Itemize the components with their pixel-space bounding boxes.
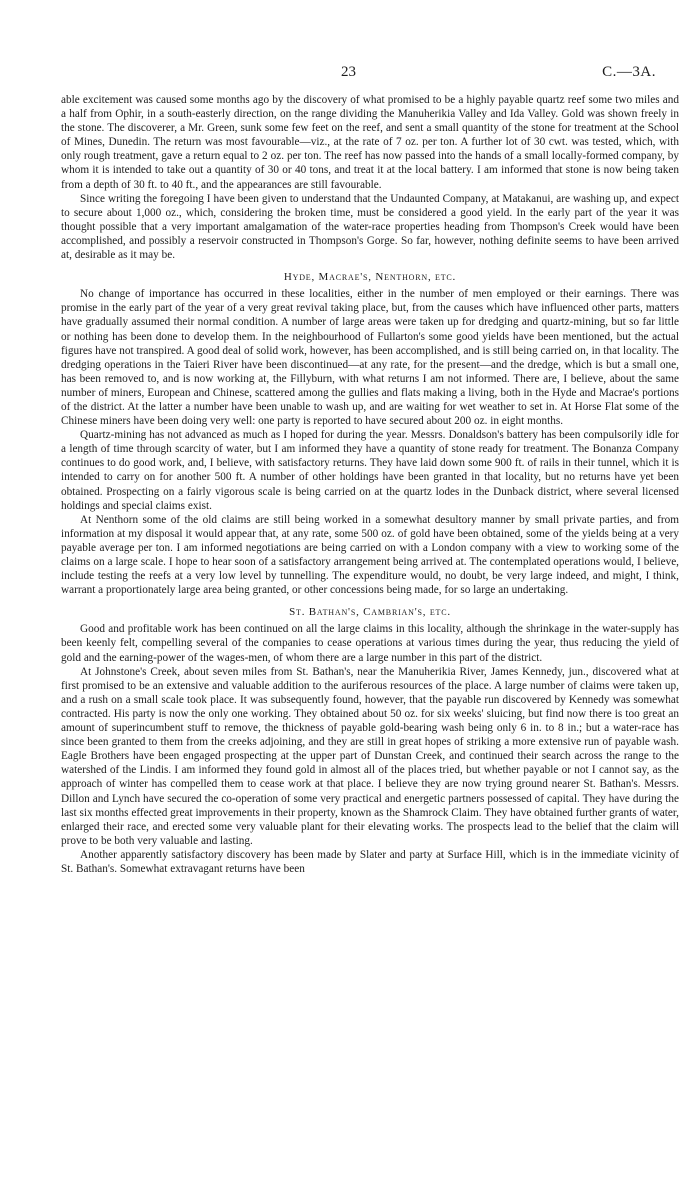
section-heading-st-bathans: St. Bathan's, Cambrian's, etc. xyxy=(289,606,451,619)
paragraph: able excitement was caused some months ago by the discovery of what promised to be a highly payable quartz reef some two miles and a half from Ophir, in a south-easterly direction, on the range dividing the Manuherikia Valley and Ida Valley. Gold was shown freely in the stone. The discoverer, a Mr. Green, sunk some few feet on the reef, and sent a small quantity of the stone for treatment at the School of Mines, Dunedin. The return was most favourable—viz., at the rate of 7 oz. per ton. A further lot of 30 cwt. was tested, which, with only rough treatment, gave a return equal to 2 oz. per ton. The reef has now passed into the hands of a small locally-formed company, by whom it is intended to take out a quantity of 30 or 40 tons, and treat it at the local battery. I am informed that stone is now being taken from a depth of 30 ft. to 40 ft., and the appearances are still favourable. xyxy=(61,94,679,191)
paragraph: At Johnstone's Creek, about seven miles from St. Bathan's, near the Manuherikia River, James Kennedy, jun., discovered what at first promised to be an extensive and valuable addition to the auriferous resources of the place. A large number of claims were taken up, and a rush on a small scale took place. It was subsequently found, however, that the payable run discovered by Kennedy was somewhat contracted. His party is now the only one working. They obtained about 50 oz. for six weeks' sluicing, but find now there is too great an amount of superincumbent stuff to remove, the thickness of payable gold-bearing wash being only 6 in. to 8 in.; but a water-race has since been granted to them from the creeks adjoining, and they are still in great hopes of striking a more extensive run of payable wash. Eagle Brothers have been engaged prospecting at the upper part of Dunstan Creek, and continued their search across the range to the watershed of the Lindis. I am informed they found gold in almost all of the places tried, but whether payable or not I cannot say, as the approach of winter has compelled them to cease work at that place. I believe they are now trying ground nearer St. Bathan's. Messrs. Dillon and Lynch have secured the co-operation of some very practical and energetic partners possessed of capital. They have during the last six months effected great improvements in their property, known as the Shamrock Claim. They have obtained further grants of water, enlarged their race, and erected some very valuable plant for their elevating works. The prospects lead to the belief that the claim will prove to be both very valuable and lasting. xyxy=(61,665,679,847)
paragraph: Good and profitable work has been continued on all the large claims in this locality, although the shrinkage in the water-supply has been keenly felt, compelling several of the companies to cease operations at various times during the year, thus reducing the yield of gold and the earning-power of the wages-men, of whom there are a large number in this part of the district. xyxy=(61,623,679,664)
page-number: 23 xyxy=(341,64,356,80)
paragraph: Quartz-mining has not advanced as much as I hoped for during the year. Messrs. Donaldson's battery has been compulsorily idle for a length of time through scarcity of water, but I am informed they have a quantity of stone ready for treatment. The Bonanza Company continues to do good work, and, I believe, with satisfactory returns. They have laid down some 900 ft. of rails in their tunnel, which it is intended to carry on for another 500 ft. A number of other holdings have been granted in that locality, but no returns have yet been obtained. Prospecting on a fairly vigorous scale is being carried on at the quartz lodes in the Dunback district, where several licensed holdings and special claims exist. xyxy=(61,429,679,512)
paragraph: Another apparently satisfactory discovery has been made by Slater and party at Surface Hill, which is in the immediate vicinity of St. Bathan's. Somewhat extravagant returns have been xyxy=(61,848,679,875)
section-heading-hyde: Hyde, Macrae's, Nenthorn, etc. xyxy=(283,271,457,284)
paragraph: Since writing the foregoing I have been given to understand that the Undaunted Company, at Matakanui, are washing up, and expect to secure about 1,000 oz., which, considering the broken time, must be considered a good yield. In the early part of the year it was thought possible that a very important amalgamation of the water-race properties heading from Thompson's Creek would have been accomplished, and possibly a reservoir constructed in Thompson's Gorge. So far, however, nothing definite seems to have been arrived at, desirable as it may be. xyxy=(61,192,679,262)
page-header xyxy=(0,64,700,86)
document-reference: C.—3A. xyxy=(602,64,656,80)
body-text xyxy=(61,93,679,876)
paragraph: No change of importance has occurred in these localities, either in the number of men employed or their earnings. There was promise in the early part of the year of a very great revival taking place, but, from the causes which have influenced other parts, matters have gradually assumed their normal condition. A number of large areas were taken up for dredging and quartz-mining, but so far little or nothing has been done to develop them. In the neighbourhood of Fullarton's some good yields have been mentioned, but the actual figures have not transpired. A good deal of solid work, however, has been accomplished, and is still being carried on, in that locality. The dredging operations in the Taieri River have been discontinued—at any rate, for the present—and the dredge, which is but a small one, has been removed to, and is now working at, the Fillyburn, with what returns I am not informed. There are, I believe, about the same number of miners, European and Chinese, scattered among the gullies and flats making a living, both in the Hyde and Macrae's portions of the district. At the latter a number have been unable to wash up, and are waiting for wet weather to set in. At Horse Flat some of the Chinese miners have been doing very well: one party is reported to have secured about 200 oz. in eight months. xyxy=(61,288,679,428)
paragraph: At Nenthorn some of the old claims are still being worked in a somewhat desultory manner by small private parties, and from information at my disposal it would appear that, at any rate, some 500 oz. of gold have been obtained, some of the yields being at a very payable average per ton. I am informed negotiations are being carried on with a London company with a view to working some of the claims on a large scale. I hope to hear soon of a satisfactory arrangement being arrived at. The contemplated operations would, I believe, include testing the reefs at a very low level by tunnelling. The expenditure would, no doubt, be very large indeed, and might, I think, warrant a proportionately large area being granted, or other concessions being made, for so large an undertaking. xyxy=(61,513,679,597)
